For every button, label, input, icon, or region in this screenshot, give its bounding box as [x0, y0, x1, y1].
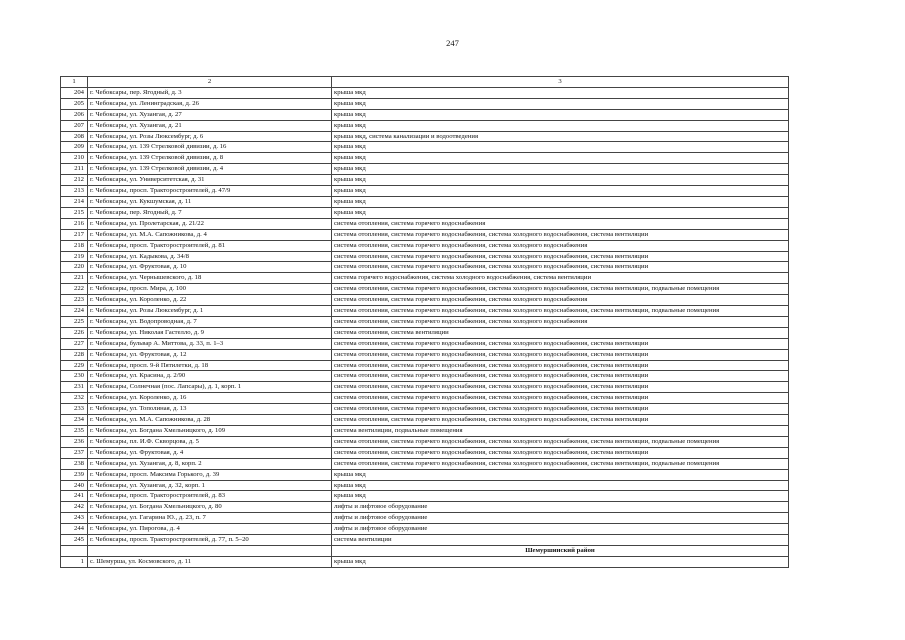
work-type-cell: система отопления, система вентиляции	[332, 327, 789, 338]
row-number-cell: 227	[61, 338, 88, 349]
table-row	[61, 207, 789, 218]
work-type-cell: крыша мкд	[332, 469, 789, 480]
address-cell: г. Чебоксары, просп. Тракторостроителей, д. 83	[88, 491, 332, 502]
table-row	[61, 251, 789, 262]
row-number-cell: 223	[61, 295, 88, 306]
address-cell: г. Чебоксары, ул. Богдана Хмельницкого, д. 80	[88, 502, 332, 513]
address-cell: г. Чебоксары, ул. Фруктовая, д. 4	[88, 447, 332, 458]
document-table-wrapper	[60, 76, 788, 568]
work-type-cell: крыша мкд	[332, 98, 789, 109]
work-type-cell: система отопления, система горячего водоснабжения, система холодного водоснабжения, система вентиляции	[332, 229, 789, 240]
address-cell: г. Чебоксары, пер. Ягодный, д. 7	[88, 207, 332, 218]
work-type-cell: крыша мкд	[332, 175, 789, 186]
table-row	[61, 186, 789, 197]
address-cell: г. Чебоксары, ул. Ленинградская, д. 26	[88, 98, 332, 109]
address-cell: г. Чебоксары, ул. Розы Люксембург, д. 6	[88, 131, 332, 142]
table-row	[61, 175, 789, 186]
address-cell: г. Чебоксары, просп. Тракторостроителей, д. 47/9	[88, 186, 332, 197]
row-number-cell: 216	[61, 218, 88, 229]
work-type-cell: система вентиляции, подвальные помещения	[332, 426, 789, 437]
row-number-cell: 226	[61, 327, 88, 338]
row-number-cell: 242	[61, 502, 88, 513]
row-number-cell: 235	[61, 426, 88, 437]
table-row	[61, 87, 789, 98]
table-row	[61, 109, 789, 120]
row-number-cell: 218	[61, 240, 88, 251]
work-type-cell: система отопления, система горячего водоснабжения, система холодного водоснабжения, система вентиляции	[332, 447, 789, 458]
address-cell: г. Чебоксары, ул. Короленко, д. 22	[88, 295, 332, 306]
work-type-cell: крыша мкд	[332, 491, 789, 502]
row-number-cell: 228	[61, 349, 88, 360]
row-number-cell: 215	[61, 207, 88, 218]
address-cell: г. Чебоксары, ул. Николая Гастелло, д. 9	[88, 327, 332, 338]
address-cell: г. Чебоксары, ул. 139 Стрелковой дивизии, д. 4	[88, 164, 332, 175]
row-number-cell: 230	[61, 371, 88, 382]
repair-schedule-table	[60, 76, 789, 568]
row-number-cell: 211	[61, 164, 88, 175]
header-cell-2: 2	[88, 77, 332, 88]
work-type-cell: крыша мкд	[332, 87, 789, 98]
address-cell: г. Чебоксары, ул. Пирогова, д. 4	[88, 524, 332, 535]
row-number-cell: 220	[61, 262, 88, 273]
row-number-cell: 240	[61, 480, 88, 491]
row-number-cell: 231	[61, 382, 88, 393]
table-row	[61, 240, 789, 251]
row-number-cell: 222	[61, 284, 88, 295]
address-cell: г. Чебоксары, ул. 139 Стрелковой дивизии, д. 16	[88, 142, 332, 153]
table-row	[61, 142, 789, 153]
row-number-cell: 214	[61, 196, 88, 207]
table-row	[61, 327, 789, 338]
row-number-cell: 219	[61, 251, 88, 262]
work-type-cell: система отопления, система горячего водоснабжения, система холодного водоснабжения	[332, 295, 789, 306]
address-cell: г. Чебоксары, ул. Чернышевского, д. 18	[88, 273, 332, 284]
work-type-cell: крыша мкд	[332, 186, 789, 197]
row-number-cell: 210	[61, 153, 88, 164]
row-number-cell: 207	[61, 120, 88, 131]
table-row	[61, 415, 789, 426]
work-type-cell: система отопления, система горячего водоснабжения, система холодного водоснабжения, система вентиляции	[332, 371, 789, 382]
row-number-cell: 208	[61, 131, 88, 142]
table-row	[61, 513, 789, 524]
row-number-cell: 205	[61, 98, 88, 109]
address-cell: г. Чебоксары, просп. Тракторостроителей, д. 81	[88, 240, 332, 251]
address-cell: г. Чебоксары, ул. Хузангая, д. 32, корп. 1	[88, 480, 332, 491]
table-row	[61, 524, 789, 535]
table-row	[61, 535, 789, 546]
row-number-cell: 245	[61, 535, 88, 546]
address-cell: г. Чебоксары, ул. Хузангая, д. 27	[88, 109, 332, 120]
work-type-cell: система отопления, система горячего водоснабжения, система холодного водоснабжения, система вентиляции, подвальные помещения	[332, 436, 789, 447]
work-type-cell: крыша мкд	[332, 480, 789, 491]
address-cell: г. Чебоксары, ул. Пролетарская, д. 21/22	[88, 218, 332, 229]
table-row	[61, 349, 789, 360]
address-cell: г. Чебоксары, ул. М.А. Сапожникова, д. 4	[88, 229, 332, 240]
work-type-cell: система отопления, система горячего водоснабжения, система холодного водоснабжения, система вентиляции	[332, 393, 789, 404]
table-row	[61, 229, 789, 240]
address-cell: г. Чебоксары, ул. Кадыкова, д. 34/8	[88, 251, 332, 262]
row-number-cell: 233	[61, 404, 88, 415]
table-row	[61, 436, 789, 447]
row-number-cell: 229	[61, 360, 88, 371]
table-row	[61, 284, 789, 295]
work-type-cell: лифты и лифтовое оборудование	[332, 513, 789, 524]
table-row	[61, 316, 789, 327]
address-cell: г. Чебоксары, просп. 9-й Пятилетки, д. 18	[88, 360, 332, 371]
row-number-cell: 217	[61, 229, 88, 240]
row-number-cell: 212	[61, 175, 88, 186]
work-type-cell: лифты и лифтовое оборудование	[332, 524, 789, 535]
table-row	[61, 426, 789, 437]
work-type-cell: система отопления, система горячего водоснабжения, система холодного водоснабжения	[332, 316, 789, 327]
work-type-cell: система отопления, система горячего водоснабжения, система холодного водоснабжения, система вентиляции	[332, 349, 789, 360]
work-type-cell: система отопления, система горячего водоснабжения, система холодного водоснабжения, система вентиляции	[332, 415, 789, 426]
table-row	[61, 262, 789, 273]
address-cell: г. Чебоксары, ул. Красина, д. 2/90	[88, 371, 332, 382]
address-cell: г. Чебоксары, ул. Водопроводная, д. 7	[88, 316, 332, 327]
work-type-cell: крыша мкд	[332, 556, 789, 567]
table-body	[61, 77, 789, 568]
table-row	[61, 447, 789, 458]
row-number-cell: 206	[61, 109, 88, 120]
row-number-cell: 236	[61, 436, 88, 447]
address-cell: с. Шемурша, ул. Космовского, д. 11	[88, 556, 332, 567]
address-cell: г. Чебоксары, ул. 139 Стрелковой дивизии, д. 8	[88, 153, 332, 164]
table-row	[61, 196, 789, 207]
row-number-cell: 204	[61, 87, 88, 98]
work-type-cell: система отопления, система горячего водоснабжения	[332, 218, 789, 229]
work-type-cell: крыша мкд	[332, 153, 789, 164]
address-cell: г. Чебоксары, ул. Фруктовая, д. 10	[88, 262, 332, 273]
table-row	[61, 273, 789, 284]
table-row	[61, 98, 789, 109]
table-row	[61, 218, 789, 229]
table-row	[61, 491, 789, 502]
table-row	[61, 338, 789, 349]
work-type-cell: система вентиляции	[332, 535, 789, 546]
work-type-cell: система отопления, система горячего водоснабжения, система холодного водоснабжения, система вентиляции, подвальные помещения	[332, 284, 789, 295]
table-row	[61, 164, 789, 175]
row-number-cell: 237	[61, 447, 88, 458]
address-cell: г. Чебоксары, пер. Ягодный, д. 3	[88, 87, 332, 98]
address-cell: г. Чебоксары, ул. Фруктовая, д. 12	[88, 349, 332, 360]
work-type-cell: система отопления, система горячего водоснабжения, система холодного водоснабжения, система вентиляции, подвальные помещения	[332, 458, 789, 469]
address-cell: г. Чебоксары, ул. Кукшумская, д. 11	[88, 196, 332, 207]
address-cell: г. Чебоксары, пл. И.Ф. Скворцова, д. 5	[88, 436, 332, 447]
row-number-cell: 209	[61, 142, 88, 153]
table-row	[61, 556, 789, 567]
work-type-cell: система отопления, система горячего водоснабжения, система холодного водоснабжения, система вентиляции	[332, 262, 789, 273]
work-type-cell: система отопления, система горячего водоснабжения, система холодного водоснабжения, система вентиляции, подвальные помещения	[332, 306, 789, 317]
address-cell: г. Чебоксары, ул. Тополиная, д. 13	[88, 404, 332, 415]
work-type-cell: система горячего водоснабжения, система холодного водоснабжения, система вентиляции	[332, 273, 789, 284]
header-cell-1: 1	[61, 77, 88, 88]
row-number-cell: 213	[61, 186, 88, 197]
page-number: 247	[446, 38, 459, 48]
table-row	[61, 502, 789, 513]
work-type-cell: система отопления, система горячего водоснабжения, система холодного водоснабжения, система вентиляции	[332, 382, 789, 393]
address-cell: г. Чебоксары, ул. Хузангая, д. 21	[88, 120, 332, 131]
address-cell: г. Чебоксары, ул. Богдана Хмельницкого, д. 109	[88, 426, 332, 437]
row-number-cell: 234	[61, 415, 88, 426]
address-cell: г. Чебоксары, просп. Мира, д. 100	[88, 284, 332, 295]
table-row	[61, 393, 789, 404]
table-header-row	[61, 77, 789, 88]
row-number-cell: 232	[61, 393, 88, 404]
work-type-cell: лифты и лифтовое оборудование	[332, 502, 789, 513]
row-number-cell: 225	[61, 316, 88, 327]
address-cell: г. Чебоксары, ул. Хузангая, д. 8, корп. 2	[88, 458, 332, 469]
address-cell: г. Чебоксары, бульвар А. Миттова, д. 33, п. 1–3	[88, 338, 332, 349]
work-type-cell: система отопления, система горячего водоснабжения, система холодного водоснабжения, система вентиляции	[332, 404, 789, 415]
table-row	[61, 404, 789, 415]
table-row	[61, 458, 789, 469]
work-type-cell: система отопления, система горячего водоснабжения, система холодного водоснабжения, система вентиляции	[332, 251, 789, 262]
work-type-cell: крыша мкд, система канализации и водоотведения	[332, 131, 789, 142]
work-type-cell: крыша мкд	[332, 120, 789, 131]
section-title: Шемуршинский район	[332, 545, 789, 556]
address-cell: г. Чебоксары, просп. Тракторостроителей, д. 77, п. 5–20	[88, 535, 332, 546]
table-row	[61, 120, 789, 131]
section-empty-cell	[61, 545, 88, 556]
work-type-cell: система отопления, система горячего водоснабжения, система холодного водоснабжения, система вентиляции	[332, 338, 789, 349]
address-cell: г. Чебоксары, ул. Гагарина Ю., д. 23, п. 7	[88, 513, 332, 524]
address-cell: г. Чебоксары, просп. Максима Горького, д. 39	[88, 469, 332, 480]
row-number-cell: 244	[61, 524, 88, 535]
work-type-cell: крыша мкд	[332, 196, 789, 207]
address-cell: г. Чебоксары, ул. Короленко, д. 16	[88, 393, 332, 404]
table-row	[61, 360, 789, 371]
table-row	[61, 371, 789, 382]
work-type-cell: система отопления, система горячего водоснабжения, система холодного водоснабжения, система вентиляции	[332, 360, 789, 371]
table-row	[61, 153, 789, 164]
row-number-cell: 241	[61, 491, 88, 502]
table-row	[61, 295, 789, 306]
work-type-cell: крыша мкд	[332, 109, 789, 120]
row-number-cell: 243	[61, 513, 88, 524]
table-row	[61, 131, 789, 142]
work-type-cell: крыша мкд	[332, 142, 789, 153]
table-row	[61, 469, 789, 480]
table-row	[61, 480, 789, 491]
row-number-cell: 224	[61, 306, 88, 317]
table-row	[61, 306, 789, 317]
address-cell: г. Чебоксары, ул. Розы Люксембург, д. 1	[88, 306, 332, 317]
row-number-cell: 239	[61, 469, 88, 480]
table-row	[61, 382, 789, 393]
work-type-cell: крыша мкд	[332, 164, 789, 175]
section-heading-row	[61, 545, 789, 556]
header-cell-3: 3	[332, 77, 789, 88]
work-type-cell: система отопления, система горячего водоснабжения, система холодного водоснабжения	[332, 240, 789, 251]
row-number-cell: 238	[61, 458, 88, 469]
row-number-cell: 221	[61, 273, 88, 284]
address-cell: г. Чебоксары, ул. Университетская, д. 31	[88, 175, 332, 186]
address-cell: г. Чебоксары, ул. М.А. Сапожникова, д. 28	[88, 415, 332, 426]
row-number-cell: 1	[61, 556, 88, 567]
address-cell: г. Чебоксары, Солнечная (пос. Лапсары), д. 1, корп. 1	[88, 382, 332, 393]
section-empty-cell	[88, 545, 332, 556]
work-type-cell: крыша мкд	[332, 207, 789, 218]
